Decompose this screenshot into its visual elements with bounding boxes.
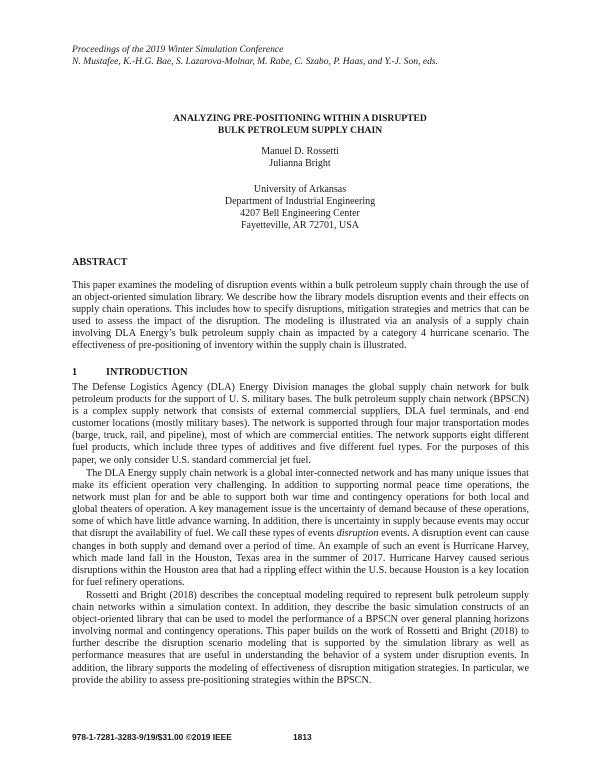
abstract-heading: ABSTRACT — [72, 257, 128, 268]
intro-paragraph-2-text-b: events. A disruption event can cause changes in both supply and demand over a period of time. An example of such an event is Hurricane Harvey, which made land fall in the Houston, Texas area in the summer of 2017. Hurricane Harvey caused serious disruptions within the Houston area that had a rippling effect within the U.S. because Houston is a key location for fuel refinery operations. — [72, 528, 529, 588]
abstract-text: This paper examines the modeling of disruption events within a bulk petroleum supply chain through the use of an object-oriented simulation library. We describe how the library models disruption events and their effects on supply chain operations. This includes how to specify disruptions, mitigation strategies and metrics that can be used to assess the impact of the disruption. The modeling is illustrated via an analysis of a supply chain involving DLA Energy’s bulk petroleum supply chain as impacted by a category 4 hurricane scenario. The effectiveness of pre-positioning of inventory within the supply chain is illustrated. — [72, 280, 529, 352]
footer-isbn: 978-1-7281-3283-9/19/$31.00 ©2019 IEEE — [72, 732, 232, 742]
paper-title — [0, 113, 600, 137]
affiliation — [0, 184, 600, 232]
proceedings-editors: N. Mustafee, K.-H.G. Bae, S. Lazarova-Molnar, M. Rabe, C. Szabo, P. Haas, and Y.-J. Son, eds. — [72, 56, 439, 67]
section-title: INTRODUCTION — [106, 367, 188, 378]
affiliation-building: 4207 Bell Engineering Center — [240, 208, 360, 219]
author-name: Julianna Bright — [269, 158, 331, 169]
intro-paragraph-3: Rossetti and Bright (2018) describes the conceptual modeling required to represent bulk petroleum supply chain networks within a simulation context. In addition, they describe the basic simulation constructs of an object-oriented library that can be used to model the performance of a BPSCN over general planning horizons involving normal and contingency operations. This paper builds on the work of Rossetti and Bright (2018) to further describe the disruption scenario modeling that is supported by the simulation library as well as performance measures that are useful in understanding the behavior of a system under disruption events. In addition, the library supports the modeling of effectiveness of disruption mitigation strategies. In particular, we provide the ability to assess pre-positioning strategies within the BPSCN. — [72, 590, 529, 686]
affiliation-university: University of Arkansas — [253, 184, 347, 195]
section-heading — [72, 367, 188, 379]
author-name: Manuel D. Rossetti — [261, 146, 339, 157]
section-number: 1 — [72, 367, 78, 378]
emphasis-term: disruption — [336, 528, 379, 540]
paper-title-line-1: ANALYZING PRE-POSITIONING WITHIN A DISRUPTED — [173, 113, 427, 124]
intro-paragraph-2-text-a: The DLA Energy supply chain network is a global inter-connected network and has many unique issues that make its efficient operation very challenging. In addition to supporting normal peace time operations, the network must plan for and be able to support both war time and contingency operations for both local and global theaters of operation. A key management issue is the uncertainty of demand because of these operations, some of which have little advance warning. In addition, there is uncertainty in supply because events may occur that disrupt the availability of fuel. We call these types of events — [72, 468, 529, 540]
proceedings-title: Proceedings of the 2019 Winter Simulation Conference — [72, 44, 284, 55]
intro-paragraph-1: The Defense Logistics Agency (DLA) Energy Division manages the global supply chain network for bulk petroleum products for the support of U. S. military bases. The bulk petroleum supply chain network (BPSCN) is a complex supply network that consists of external commercial suppliers, DLA fuel terminals, and end customer locations (mostly military bases). The network is supported through four major transportation modes (barge, truck, rail, and pipeline), most of which are commercial entities. The network supports eight different fuel products, which include three types of additives and five different fuel types. For the purposes of this paper, we only consider U.S. standard commercial jet fuel. — [72, 382, 529, 466]
intro-paragraph-2 — [72, 468, 529, 589]
page-number: 1813 — [293, 732, 312, 742]
affiliation-city: Fayetteville, AR 72701, USA — [240, 220, 360, 231]
affiliation-department: Department of Industrial Engineering — [224, 196, 376, 207]
author-list — [0, 146, 600, 170]
paper-title-line-2: BULK PETROLEUM SUPPLY CHAIN — [217, 125, 383, 136]
proceedings-header — [72, 44, 542, 68]
